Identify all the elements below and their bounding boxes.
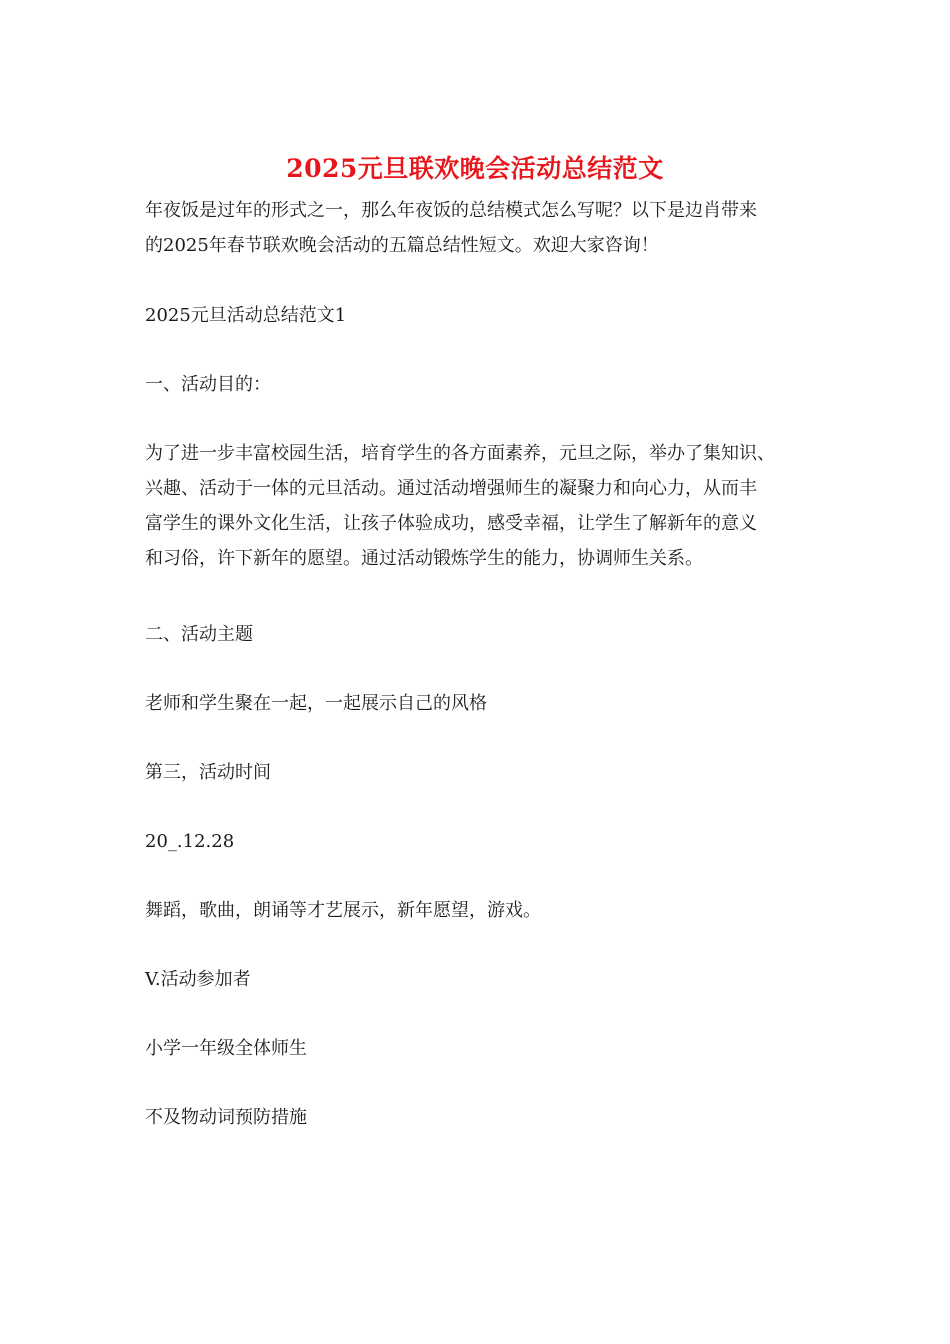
intro-line-1: 年夜饭是过年的形式之一，那么年夜饭的总结模式怎么写呢？以下是边肖带来 <box>145 200 757 221</box>
heading-purpose: 一、活动目的： <box>145 374 271 395</box>
purpose-line-3: 富学生的课外文化生活，让孩子体验成功，感受幸福，让学生了解新年的意义 <box>145 513 757 534</box>
section-title: 2025元旦活动总结范文1 <box>145 305 347 326</box>
heading-participants: V.活动参加者 <box>145 969 251 990</box>
heading-time: 第三，活动时间 <box>145 762 271 783</box>
heading-theme: 二、活动主题 <box>145 624 253 645</box>
date-text: 20_.12.28 <box>145 831 235 852</box>
participants-text: 小学一年级全体师生 <box>145 1038 307 1059</box>
content-text: 舞蹈，歌曲，朗诵等才艺展示，新年愿望，游戏。 <box>145 900 541 921</box>
intro-line-2: 的2025年春节联欢晚会活动的五篇总结性短文。欢迎大家咨询！ <box>145 235 659 256</box>
purpose-line-1: 为了进一步丰富校园生活，培育学生的各方面素养，元旦之际，举办了集知识、 <box>145 443 775 464</box>
purpose-line-4: 和习俗，许下新年的愿望。通过活动锻炼学生的能力，协调师生关系。 <box>145 548 703 569</box>
theme-text: 老师和学生聚在一起，一起展示自己的风格 <box>145 693 487 714</box>
purpose-line-2: 兴趣、活动于一体的元旦活动。通过活动增强师生的凝聚力和向心力，从而丰 <box>145 478 757 499</box>
document-title: 2025元旦联欢晚会活动总结范文 <box>286 154 664 183</box>
precautions-heading: 不及物动词预防措施 <box>145 1107 307 1128</box>
